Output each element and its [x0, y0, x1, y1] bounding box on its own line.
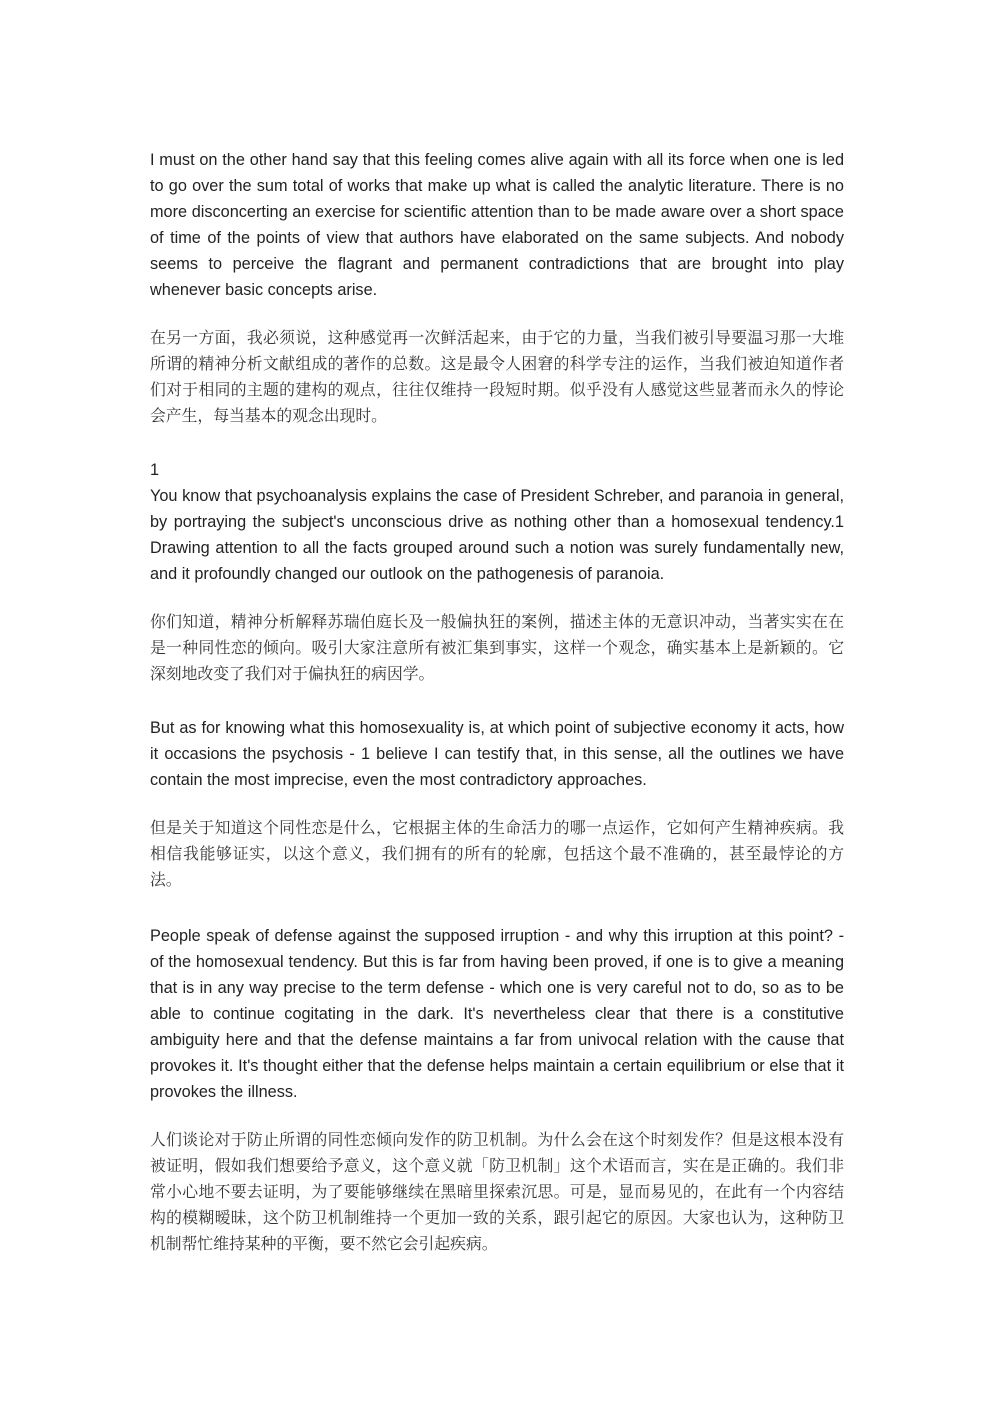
paragraph-en-4: People speak of defense against the supposed irruption - and why this irruption at this point? - of the homosexual tendency. But this is far from having been proved, if one is to give a meaning that is in any way precise to the term defense - which one is very careful not to do, so as to be able to continue cogitating in the dark. It's nevertheless clear that there is a constitutive ambiguity here and that the defense maintains a far from univocal relation with the cause that provokes it. It's thought either that the defense helps maintain a certain equilibrium or else that it provokes the illness. — [150, 927, 844, 1101]
paragraph-en-3: But as for knowing what this homosexuality is, at which point of subjective economy it acts, how it occasions the psychosis - 1 believe I can testify that, in this sense, all the outlines we have contain the most imprecise, even the most contradictory approaches. — [150, 719, 844, 789]
paragraph-en-1: I must on the other hand say that this feeling comes alive again with all its force when one is led to go over the sum total of works that make up what is called the analytic literature. There is no more disconcerting an exercise for scientific attention than to be made aware over a short space of time of the points of view that authors have elaborated on the same subjects. And nobody seems to perceive the flagrant and permanent contradictions that are brought into play whenever basic concepts arise. — [150, 151, 844, 299]
paragraph-en-2: You know that psychoanalysis explains the case of President Schreber, and paranoia in general, by portraying the subject's unconscious drive as nothing other than a homosexual tendency.1 Drawing attention to all the facts grouped around such a notion was surely fundamentally new, and it profoundly changed our outlook on the pathogenesis of paranoia. — [150, 487, 844, 583]
document-page — [150, 147, 844, 1257]
paragraph-zh-4: 人们谈论对于防止所谓的同性恋倾向发作的防卫机制。为什么会在这个时刻发作？但是这根本没有被证明，假如我们想要给予意义，这个意义就「防卫机制」这个术语而言，实在是正确的。我们非常小心地不要去证明，为了要能够继续在黑暗里探索沉思。可是，显而易见的，在此有一个内容结构的模糊暧昧，这个防卫机制维持一个更加一致的关系，跟引起它的原因。大家也认为，这种防卫机制帮忙维持某种的平衡，要不然它会引起疾病。 — [150, 1130, 844, 1253]
paragraph-zh-3: 但是关于知道这个同性恋是什么，它根据主体的生命活力的哪一点运作，它如何产生精神疾病。我相信我能够证实，以这个意义，我们拥有的所有的轮廓，包括这个最不准确的，甚至最悖论的方法。 — [150, 818, 844, 889]
section-number: 1 — [150, 461, 160, 479]
paragraph-zh-2: 你们知道，精神分析解释苏瑞伯庭长及一般偏执狂的案例，描述主体的无意识冲动，当著实实在在是一种同性恋的倾向。吸引大家注意所有被汇集到事实，这样一个观念，确实基本上是新颖的。它深刻地改变了我们对于偏执狂的病因学。 — [150, 612, 844, 683]
paragraph-zh-1: 在另一方面，我必须说，这种感觉再一次鲜活起来，由于它的力量，当我们被引导要温习那一大堆所谓的精神分析文献组成的著作的总数。这是最令人困窘的科学专注的运作，当我们被迫知道作者们对于相同的主题的建构的观点，往往仅维持一段短时期。似乎没有人感觉这些显著而永久的悖论会产生，每当基本的观念出现时。 — [150, 328, 844, 425]
